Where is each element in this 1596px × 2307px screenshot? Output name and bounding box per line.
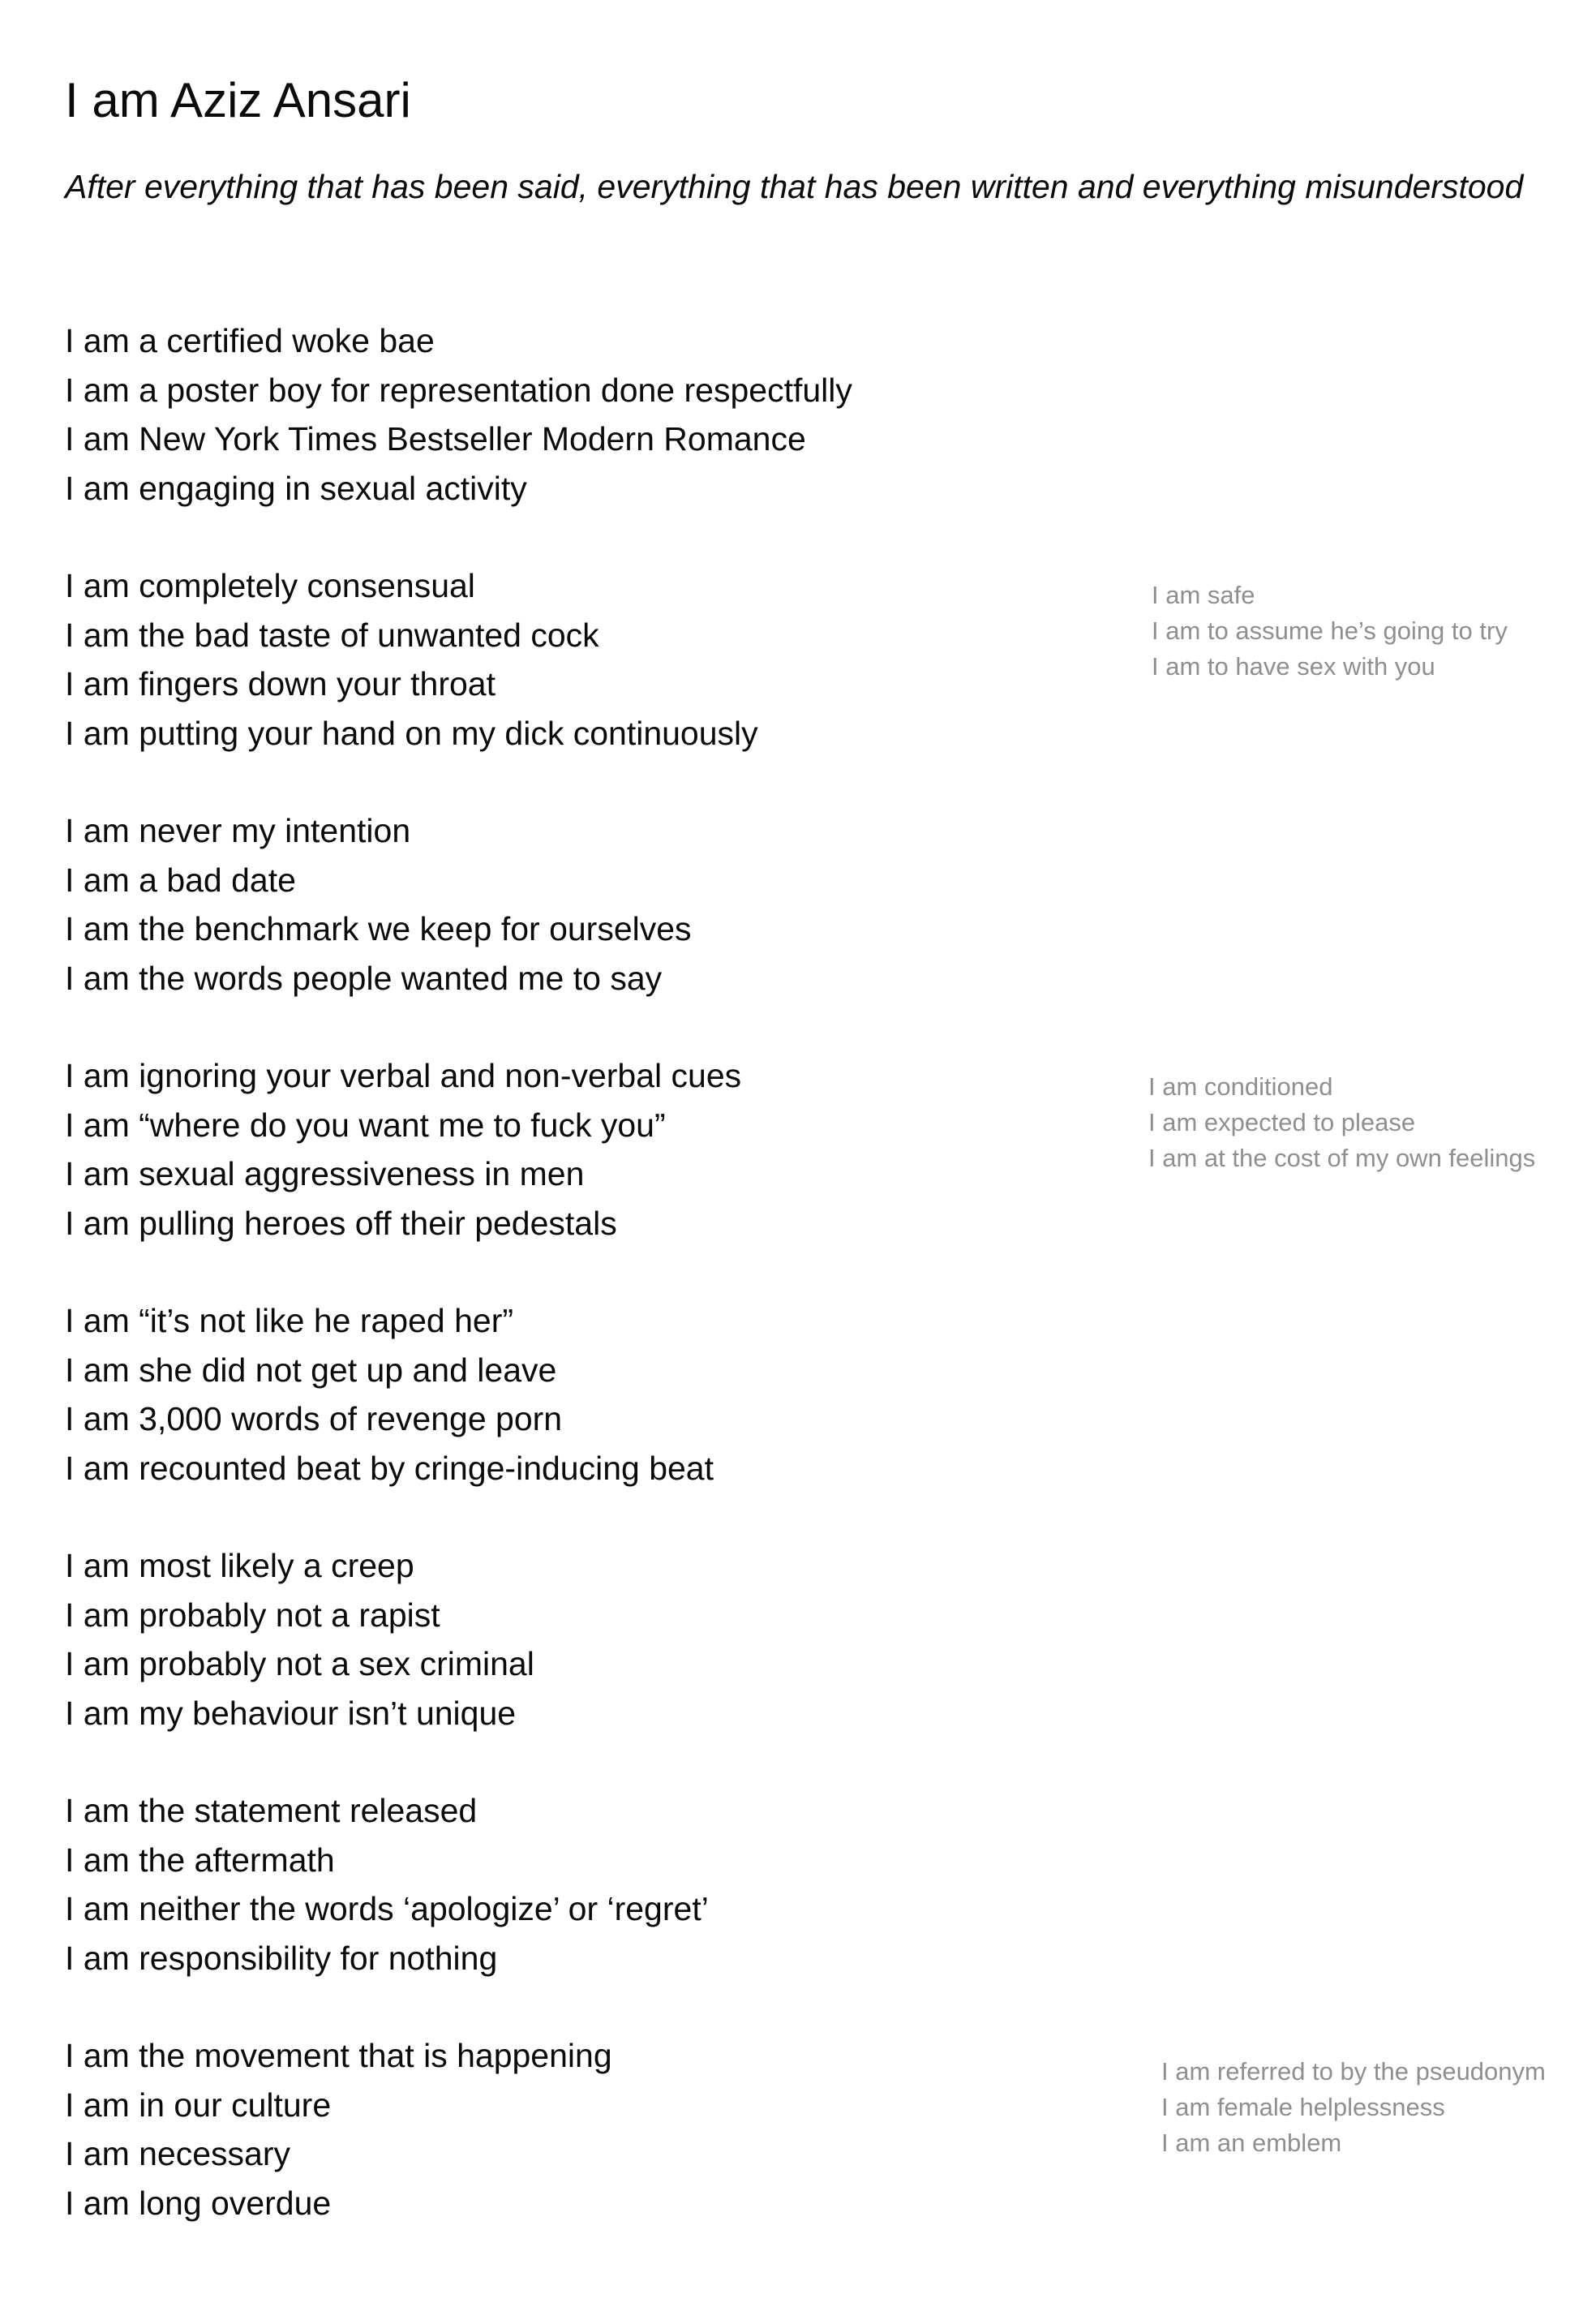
stanza-7 — [65, 1786, 709, 1983]
stanza-1 — [65, 316, 852, 513]
stanza-6 — [65, 1541, 534, 1738]
poem-line: I am the statement released — [65, 1792, 478, 1829]
poem-line: I am a poster boy for representation done respectfully — [65, 371, 852, 409]
poem-line: I am the movement that is happening — [65, 2037, 612, 2074]
poem-line: I am completely consensual — [65, 567, 475, 604]
page-title: I am Aziz Ansari — [65, 73, 411, 127]
poem-line: I am the benchmark we keep for ourselves — [65, 910, 692, 947]
poem-line: I am my behaviour isn’t unique — [65, 1694, 517, 1732]
aside-1 — [1152, 578, 1508, 685]
poem-line: I am in our culture — [65, 2086, 332, 2124]
poem-line: I am the bad taste of unwanted cock — [65, 616, 599, 654]
poem-line: I am sexual aggressiveness in men — [65, 1155, 585, 1192]
poem-line: I am engaging in sexual activity — [65, 469, 527, 507]
stanza-2 — [65, 561, 758, 758]
poem-line: I am pulling heroes off their pedestals — [65, 1204, 617, 1242]
poem-line: I am fingers down your throat — [65, 665, 496, 702]
poem-line: I am probably not a sex criminal — [65, 1645, 534, 1682]
aside-line: I am an emblem — [1161, 2129, 1342, 2157]
aside-line: I am to have sex with you — [1152, 652, 1435, 681]
poem-line: I am putting your hand on my dick continuously — [65, 714, 758, 752]
stanza-4 — [65, 1051, 741, 1248]
aside-3 — [1161, 2054, 1546, 2161]
aside-line: I am female helplessness — [1161, 2093, 1445, 2121]
poem-line: I am neither the words ‘apologize’ or ‘regret’ — [65, 1890, 709, 1927]
poem-line: I am recounted beat by cringe-inducing beat — [65, 1449, 714, 1487]
aside-line: I am referred to by the pseudonym — [1161, 2057, 1546, 2086]
poem-line: I am never my intention — [65, 812, 411, 849]
aside-line: I am conditioned — [1148, 1072, 1333, 1101]
aside-line: I am safe — [1152, 581, 1255, 609]
stanza-3 — [65, 806, 692, 1003]
stanza-8 — [65, 2031, 612, 2228]
poem-line: I am responsibility for nothing — [65, 1939, 498, 1977]
poem-line: I am the aftermath — [65, 1841, 335, 1879]
poem-line: I am long overdue — [65, 2184, 332, 2222]
poem-line: I am “it’s not like he raped her” — [65, 1302, 513, 1339]
poem-line: I am the words people wanted me to say — [65, 959, 663, 997]
aside-line: I am to assume he’s going to try — [1152, 616, 1508, 645]
poem-line: I am 3,000 words of revenge porn — [65, 1400, 563, 1437]
aside-line: I am at the cost of my own feelings — [1148, 1144, 1536, 1172]
stanza-5 — [65, 1296, 714, 1493]
poem-line: I am probably not a rapist — [65, 1596, 440, 1634]
subtitle: After everything that has been said, everything that has been written and everything misunderstood — [65, 168, 1524, 205]
poem-line: I am New York Times Bestseller Modern Romance — [65, 420, 806, 458]
poem-line: I am necessary — [65, 2135, 290, 2172]
poem-line: I am ignoring your verbal and non-verbal cues — [65, 1057, 742, 1094]
aside-line: I am expected to please — [1148, 1108, 1416, 1136]
poem-line: I am a certified woke bae — [65, 322, 435, 359]
poem-line: I am she did not get up and leave — [65, 1351, 557, 1389]
aside-2 — [1148, 1069, 1535, 1176]
poem-line: I am “where do you want me to fuck you” — [65, 1106, 666, 1144]
poem-line: I am a bad date — [65, 861, 296, 899]
poem-line: I am most likely a creep — [65, 1547, 414, 1584]
